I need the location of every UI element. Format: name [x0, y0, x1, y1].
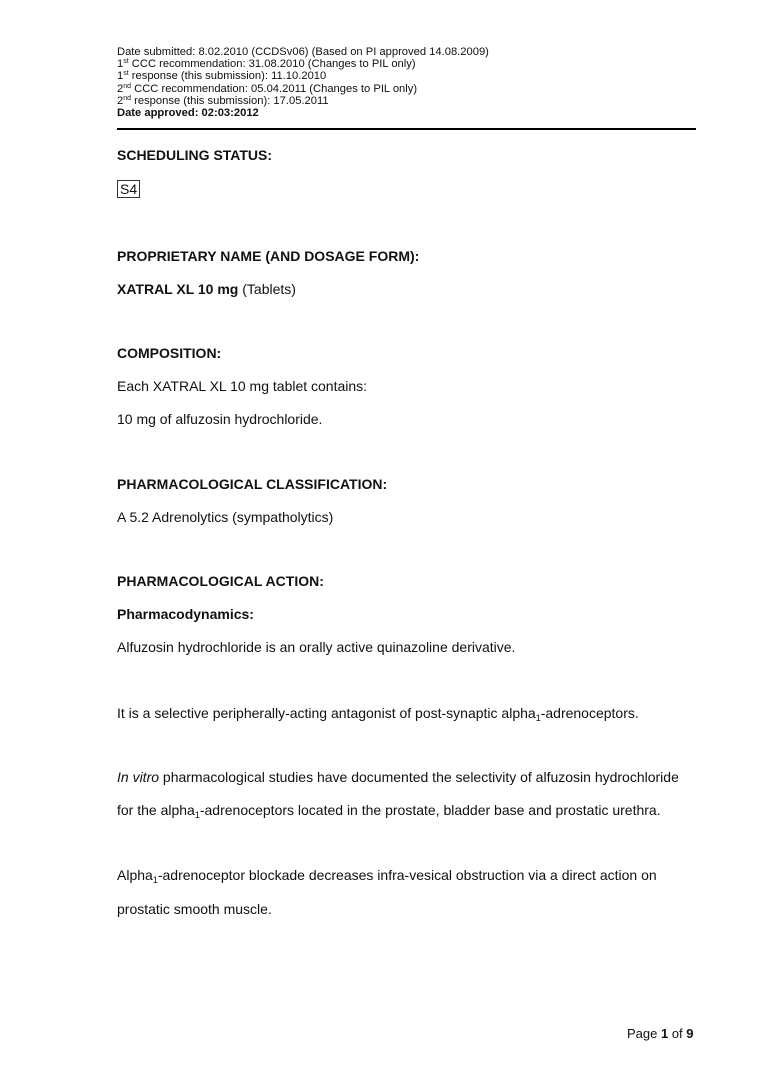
header-line-response-2-text: response (this submission): 17.05.2011: [131, 94, 329, 107]
header-line-date-approved: Date approved: 02:03:2012: [117, 107, 259, 120]
header-line-response-1-ordinal: 1: [117, 70, 124, 83]
header-line-ccc-1: [117, 58, 696, 70]
page-total-number: 9: [686, 1026, 694, 1041]
page-label: Page: [627, 1026, 661, 1041]
action-paragraph-4-line-2: prostatic smooth muscle.: [117, 901, 272, 917]
header-line-ccc-1-sup: st: [123, 58, 129, 66]
composition-line-2: 10 mg of alfuzosin hydrochloride.: [117, 411, 323, 427]
header-divider: [117, 128, 696, 130]
action-paragraph-2-post: -adrenoceptors.: [540, 705, 639, 721]
in-vitro-italic: In vitro: [117, 769, 160, 785]
page-number-footer: [627, 1026, 694, 1041]
header-line-response-2-ordinal: 2: [117, 94, 124, 107]
header-line-ccc-1-text: CCC recommendation: 31.08.2010 (Changes to PIL only): [128, 58, 416, 71]
classification-heading: PHARMACOLOGICAL CLASSIFICATION:: [117, 476, 388, 492]
action-paragraph-3-line-2: [117, 801, 661, 819]
composition-line-1: Each XATRAL XL 10 mg tablet contains:: [117, 378, 368, 394]
action-paragraph-4-post: -adrenoceptor blockade decreases infra-vesical obstruction via a direct action on: [157, 867, 657, 883]
scheduling-status-value: S4: [117, 180, 140, 198]
action-paragraph-2-subscript: 1: [535, 713, 541, 723]
header-line-response-1-sup: st: [123, 70, 129, 78]
pharmacodynamics-subheading: Pharmacodynamics:: [117, 606, 254, 622]
header-line-response-2: [117, 95, 696, 107]
header-line-ccc-2: [117, 83, 696, 95]
composition-heading: COMPOSITION:: [117, 345, 222, 361]
proprietary-name-bold: XATRAL XL 10 mg: [117, 281, 239, 297]
proprietary-dosage-form: (Tablets): [238, 281, 296, 297]
submission-history-header: [117, 46, 696, 119]
header-line-response-1: [117, 70, 696, 82]
action-paragraph-3-line-1: [117, 768, 679, 786]
header-line-date-submitted: Date submitted: 8.02.2010 (CCDSv06) (Based on PI approved 14.08.2009): [117, 46, 489, 58]
action-paragraph-2-pre: It is a selective peripherally-acting antagonist of post-synaptic alpha: [117, 705, 536, 721]
header-line-response-1-text: response (this submission): 11.10.2010: [128, 70, 327, 83]
page-of-label: of: [668, 1026, 687, 1041]
header-line-response-2-sup: nd: [123, 94, 132, 102]
classification-text: A 5.2 Adrenolytics (sympatholytics): [117, 509, 334, 525]
action-paragraph-1: Alfuzosin hydrochloride is an orally active quinazoline derivative.: [117, 639, 516, 655]
action-paragraph-4-line-1: [117, 866, 657, 884]
proprietary-name-heading: PROPRIETARY NAME (AND DOSAGE FORM):: [117, 248, 420, 264]
action-paragraph-4-subscript: 1: [152, 875, 158, 885]
header-line-ccc-2-ordinal: 2: [117, 82, 124, 95]
action-paragraph-3-rest: pharmacological studies have documented the selectivity of alfuzosin hydrochloride: [159, 769, 679, 785]
page-current-number: 1: [660, 1026, 669, 1041]
action-paragraph-3b-post: -adrenoceptors located in the prostate, bladder base and prostatic urethra.: [199, 802, 661, 818]
header-line-ccc-2-sup: nd: [123, 82, 132, 90]
proprietary-name-line: [117, 280, 296, 298]
action-paragraph-3b-pre: for the alpha: [117, 802, 195, 818]
scheduling-status-heading: SCHEDULING STATUS:: [117, 147, 273, 163]
header-line-ccc-2-text: CCC recommendation: 05.04.2011 (Changes to PIL only): [131, 82, 418, 95]
action-paragraph-4-pre: Alpha: [117, 867, 153, 883]
pharmacological-action-heading: PHARMACOLOGICAL ACTION:: [117, 573, 324, 589]
action-paragraph-3b-subscript: 1: [194, 810, 200, 820]
action-paragraph-2: [117, 704, 639, 722]
header-line-ccc-1-ordinal: 1: [117, 58, 124, 71]
